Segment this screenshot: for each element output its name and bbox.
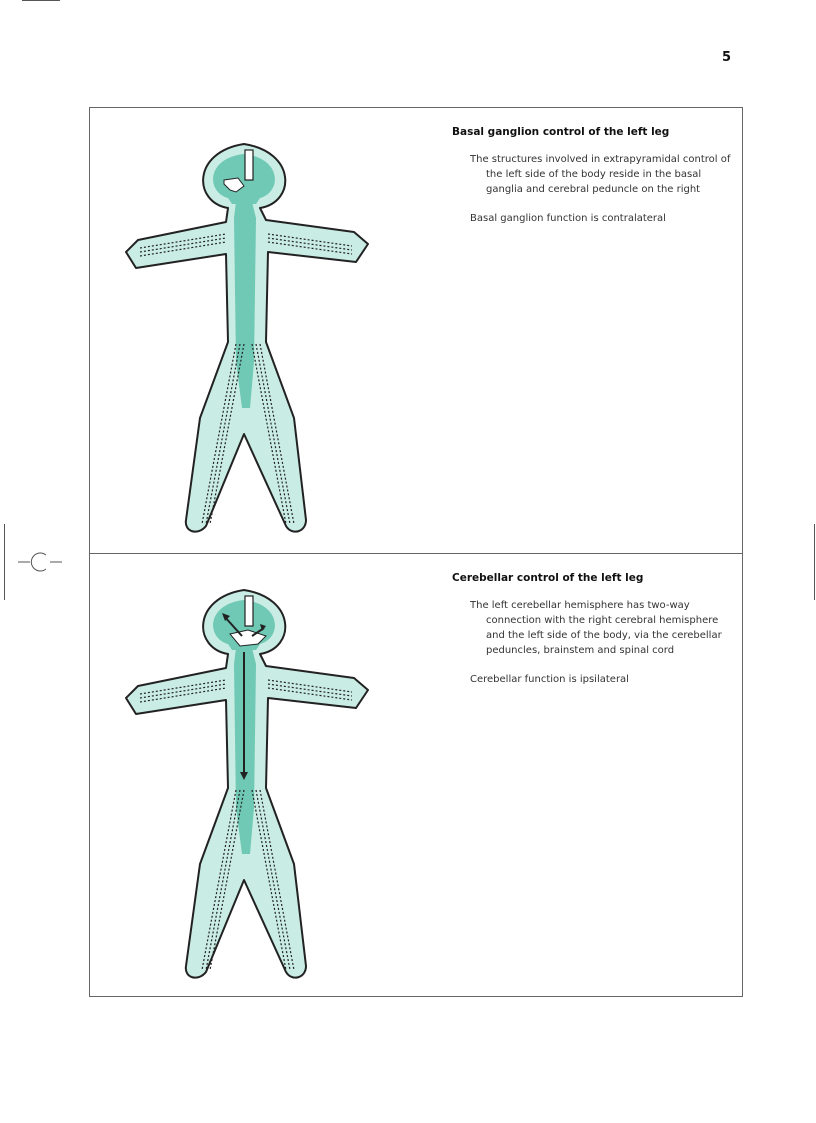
para-cerebellar-1: The left cerebellar hemisphere has two-way connection with the right cerebral hemisphere and the left side of the body, via the cerebellar peduncles, brainstem and spinal cord [470, 600, 722, 656]
body-diagram-cerebellar [118, 568, 378, 988]
panel-basal-ganglion [90, 108, 742, 553]
figure-frame [89, 107, 743, 997]
crop-mark-top [22, 0, 60, 1]
para-basal-ganglion-1: The structures involved in extrapyramidal control of the left side of the body reside in the basal ganglia and cerebral peduncle on the right [470, 154, 731, 195]
text-basal-ganglion [452, 126, 732, 240]
page-number: 5 [722, 50, 732, 65]
body-diagram-basal-ganglion [118, 122, 378, 542]
heading-cerebellar: Cerebellar control of the left leg [452, 572, 644, 584]
para-basal-ganglion-2: Basal ganglion function is contralateral [470, 213, 666, 224]
text-cerebellar [452, 572, 732, 701]
para-cerebellar-2: Cerebellar function is ipsilateral [470, 674, 629, 685]
heading-basal-ganglion: Basal ganglion control of the left leg [452, 126, 670, 138]
midline-slot [245, 150, 253, 180]
crop-mark-left [4, 524, 5, 600]
panel-cerebellar [90, 554, 742, 999]
midline-slot [245, 596, 253, 626]
crop-mark-right [814, 524, 815, 600]
registration-mark [18, 548, 62, 576]
